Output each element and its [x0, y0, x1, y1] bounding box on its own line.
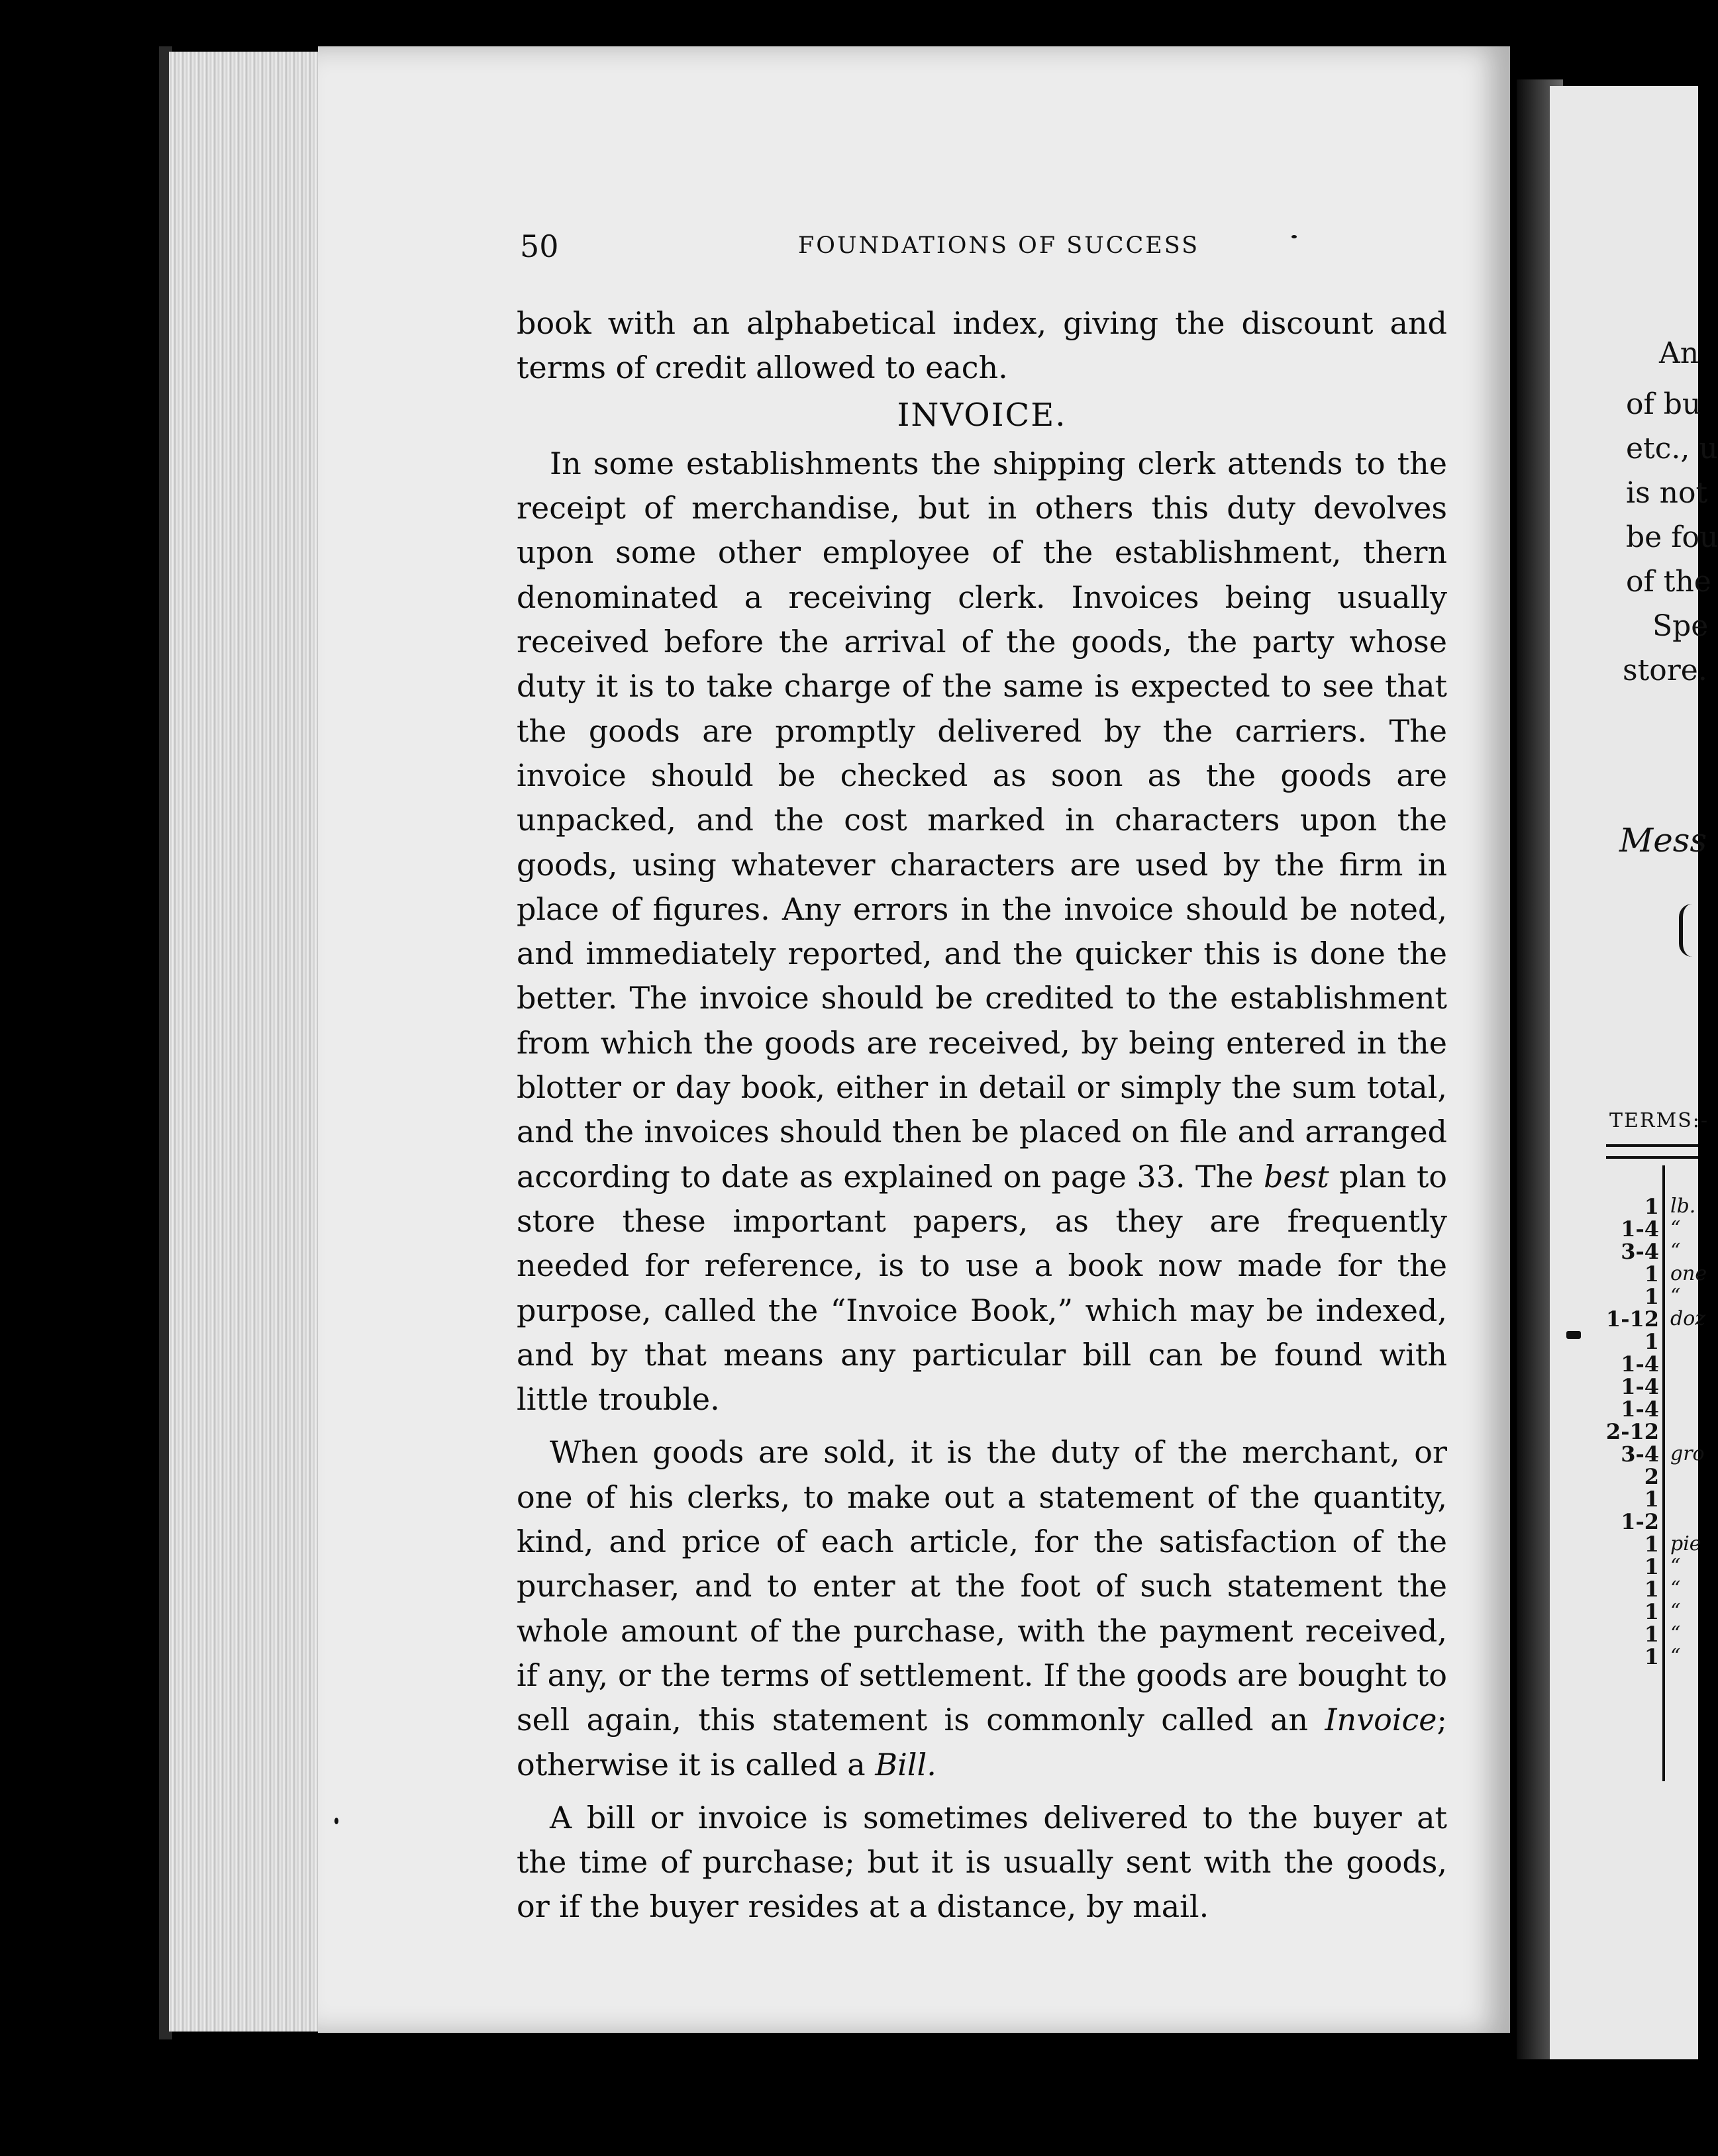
- page-text: [517, 301, 1447, 1930]
- quantity-cell: 1: [1644, 1532, 1659, 1557]
- unit-cell: pie: [1670, 1532, 1701, 1555]
- unit-cell: [1670, 1398, 1707, 1420]
- table-column-rule: [1662, 1165, 1665, 1781]
- emphasis-invoice: Invoice: [1325, 1702, 1437, 1738]
- unit-column: [1670, 1195, 1707, 1668]
- unit-cell: doz: [1670, 1307, 1706, 1330]
- unit-cell: gro: [1670, 1442, 1705, 1465]
- facing-line: An: [1659, 336, 1699, 370]
- quantity-cell: 2-12: [1605, 1419, 1659, 1444]
- quantity-cell: 1: [1644, 1644, 1659, 1669]
- unit-cell: [1670, 1353, 1707, 1375]
- quantity-cell: 1-4: [1621, 1374, 1659, 1399]
- quantity-cell: 1: [1644, 1554, 1659, 1579]
- stacked-page-edges: [169, 52, 328, 2032]
- quantity-cell: 3-4: [1621, 1442, 1659, 1467]
- unit-cell: “: [1670, 1577, 1681, 1600]
- paragraph-text-continued: ; otherwise it is called a: [517, 1702, 1447, 1783]
- emphasis-bill: Bill.: [875, 1746, 936, 1783]
- unit-cell: [1670, 1330, 1707, 1353]
- paragraph-goods-sold: [517, 1430, 1447, 1787]
- quantity-cell: 1-12: [1605, 1306, 1659, 1332]
- facing-line: of the: [1626, 565, 1711, 599]
- unit-cell: “: [1670, 1217, 1681, 1240]
- unit-cell: “: [1670, 1555, 1681, 1578]
- unit-cell: [1670, 1488, 1707, 1510]
- unit-cell: “: [1670, 1645, 1681, 1668]
- quantity-cell: 1-4: [1621, 1216, 1659, 1242]
- quantity-cell: 1: [1644, 1622, 1659, 1647]
- paragraph-text: In some establishments the shipping clerk attends to the receipt of merchandise, but in others this duty devolves upon some other employee of the establishment, thern denominated a receiving clerk. Invoices being usually received before the arrival of the goods, the party whose duty it is to take charge of the same is expected to see that the goods are promptly delivered by the carriers. The invoice should be checked as soon as the goods are unpacked, and the cost marked in characters upon the goods, using whatever characters are used by the firm in place of figures. Any errors in the invoice should be noted, and immediately reported, and the quicker this is done the better. The invoice should be credited to the establishment from which the goods are received, by being entered in the blotter or day book, either in detail or simply the sum total, and the invoices should then be placed on file and arranged according to date as explained on page 33. The: [517, 445, 1447, 1195]
- quantity-cell: 1: [1644, 1577, 1659, 1602]
- quantity-cell: 1-4: [1621, 1396, 1659, 1422]
- unit-cell: [1670, 1375, 1707, 1398]
- unit-cell: “: [1670, 1600, 1681, 1623]
- facing-page: [1550, 86, 1698, 2059]
- running-head: [520, 228, 1447, 268]
- facing-line: is not: [1626, 476, 1708, 510]
- ornament-icon: [1679, 904, 1704, 957]
- facing-line: be fou: [1626, 520, 1718, 554]
- quantity-cell: 3-4: [1621, 1239, 1659, 1264]
- emphasis-best: best: [1263, 1158, 1329, 1195]
- running-title: FOUNDATIONS OF SUCCESS: [798, 232, 1200, 259]
- table-rule: [1606, 1144, 1698, 1147]
- scan-speck: [1566, 1331, 1581, 1339]
- unit-cell: “: [1670, 1622, 1681, 1645]
- unit-cell: “: [1670, 1285, 1681, 1308]
- facing-line: store.: [1623, 654, 1707, 687]
- scan-speck: [1291, 235, 1297, 238]
- unit-cell: lb.: [1670, 1195, 1696, 1218]
- facing-salutation: Mess: [1619, 821, 1707, 859]
- table-rule: [1606, 1156, 1698, 1159]
- quantity-cell: 1: [1644, 1487, 1659, 1512]
- scan-speck: [334, 1818, 338, 1824]
- quantity-column: [1593, 1195, 1659, 1668]
- quantity-cell: 1-4: [1621, 1351, 1659, 1377]
- paragraph-text: When goods are sold, it is the duty of the merchant, or one of his clerks, to make out a statement of the quantity, kind, and price of each article, for the satisfaction of the purchaser, and to enter at the foot of such statement the whole amount of the purchase, with the payment received, if any, or the terms of settlement. If the goods are bought to sell again, this statement is commonly called an: [517, 1434, 1447, 1738]
- quantity-cell: 1-2: [1621, 1509, 1659, 1534]
- unit-cell: “: [1670, 1240, 1681, 1263]
- facing-line: of bu: [1626, 387, 1701, 421]
- quantity-cell: 1: [1644, 1284, 1659, 1309]
- unit-cell: [1670, 1420, 1707, 1443]
- unit-cell: [1670, 1510, 1707, 1533]
- unit-cell: [1670, 1465, 1707, 1488]
- paragraph-text-continued: plan to store these important papers, as they are frequently needed for reference, is to use a book now made for the purpose, called the “Invoice Book,” which may be indexed, and by that means any particular bill can be found with little trouble.: [517, 1158, 1447, 1418]
- quantity-cell: 1: [1644, 1329, 1659, 1354]
- quantity-cell: 1: [1644, 1194, 1659, 1219]
- carryover-paragraph: book with an alphabetical index, giving the discount and terms of credit allowed to each.: [517, 305, 1447, 386]
- section-heading: INVOICE.: [897, 396, 1067, 434]
- facing-terms: TERMS:-: [1609, 1109, 1709, 1132]
- page-number: 50: [520, 228, 559, 264]
- unit-cell: one: [1670, 1262, 1707, 1285]
- paragraph-shipping-clerk: [517, 442, 1447, 1422]
- quantity-cell: 1: [1644, 1261, 1659, 1287]
- quantity-cell: 2: [1644, 1464, 1659, 1489]
- paragraph-bill-delivery: A bill or invoice is sometimes delivered to the buyer at the time of purchase; but it is usually sent with the goods, or if the buyer resides at a distance, by mail.: [517, 1799, 1447, 1925]
- quantity-cell: 1: [1644, 1599, 1659, 1624]
- facing-line: Spe: [1652, 609, 1709, 643]
- facing-line: etc., u: [1626, 432, 1718, 466]
